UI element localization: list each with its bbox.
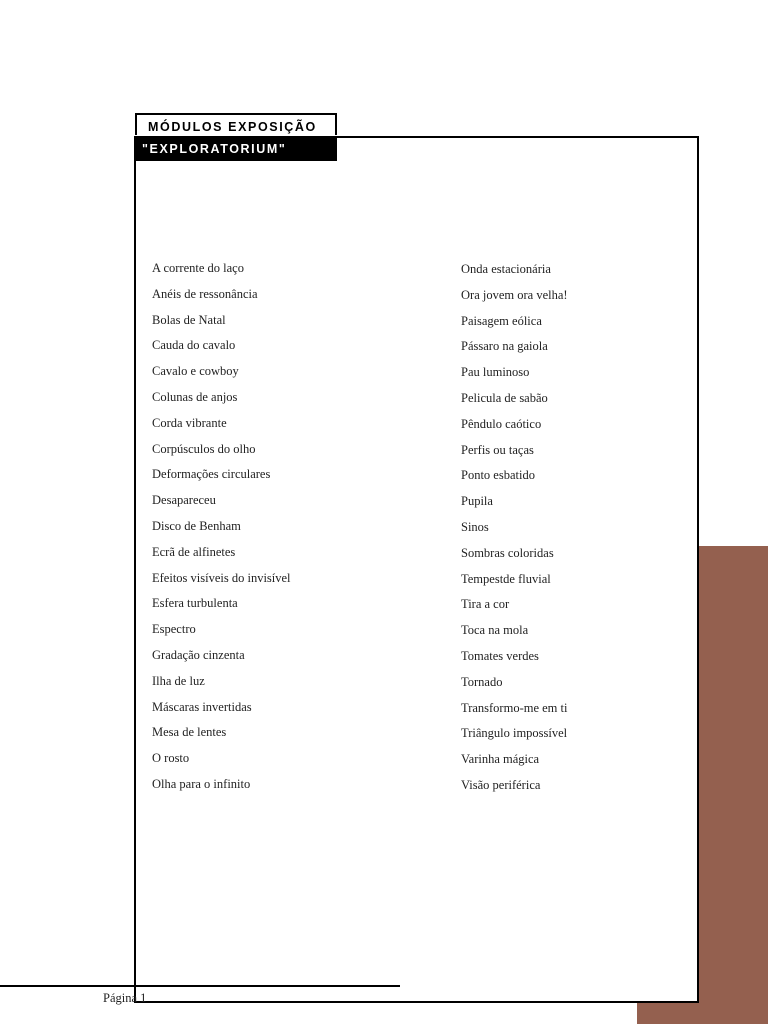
title-line-1: MÓDULOS EXPOSIÇÃO bbox=[135, 113, 337, 135]
list-item: Desapareceu bbox=[152, 493, 216, 508]
list-item: A corrente do laço bbox=[152, 261, 244, 275]
list-item: Pêndulo caótico bbox=[461, 416, 542, 431]
module-list-left bbox=[152, 261, 291, 803]
list-item: Pelicula de sabão bbox=[461, 390, 548, 405]
list-item: Espectro bbox=[152, 622, 196, 637]
list-item: Olha para o infinito bbox=[152, 776, 251, 791]
module-list-right bbox=[461, 262, 568, 804]
list-item: Triângulo impossível bbox=[461, 726, 568, 741]
list-item: Sombras coloridas bbox=[461, 545, 554, 560]
list-item: Efeitos visíveis do invisível bbox=[152, 570, 291, 585]
list-item: Cauda do cavalo bbox=[152, 338, 236, 353]
list-item: Corda vibrante bbox=[152, 415, 227, 430]
list-item: Máscaras invertidas bbox=[152, 699, 252, 714]
list-item: Ilha de luz bbox=[152, 673, 205, 688]
list-item: Tomates verdes bbox=[461, 648, 539, 663]
list-item: Sinos bbox=[461, 519, 489, 534]
list-item: Visão periférica bbox=[461, 777, 541, 792]
list-item: Onda estacionária bbox=[461, 262, 551, 276]
list-item: Paisagem eólica bbox=[461, 313, 542, 328]
list-item: Pau luminoso bbox=[461, 365, 530, 380]
list-item: Mesa de lentes bbox=[152, 725, 227, 740]
list-item: Tornado bbox=[461, 674, 503, 689]
list-item: Pássaro na gaiola bbox=[461, 339, 548, 354]
list-item: Tempestde fluvial bbox=[461, 571, 551, 586]
list-item: Deformações circulares bbox=[152, 467, 271, 482]
list-item: Anéis de ressonância bbox=[152, 286, 258, 301]
title-line-2: "EXPLORATORIUM" bbox=[135, 138, 337, 161]
list-item: Ecrã de alfinetes bbox=[152, 544, 236, 559]
list-item: O rosto bbox=[152, 751, 190, 766]
list-item: Toca na mola bbox=[461, 623, 529, 638]
list-item: Ponto esbatido bbox=[461, 468, 535, 483]
list-item: Corpúsculos do olho bbox=[152, 441, 256, 456]
list-item: Perfis ou taças bbox=[461, 442, 534, 457]
list-item: Esfera turbulenta bbox=[152, 596, 238, 611]
list-item: Bolas de Natal bbox=[152, 312, 226, 327]
list-item: Pupila bbox=[461, 494, 493, 509]
page-number: Página 1 bbox=[103, 991, 147, 1005]
list-item: Colunas de anjos bbox=[152, 389, 238, 404]
list-item: Tira a cor bbox=[461, 597, 510, 612]
list-item: Transformo-me em ti bbox=[461, 700, 568, 715]
list-item: Ora jovem ora velha! bbox=[461, 287, 568, 302]
list-item: Disco de Benham bbox=[152, 518, 241, 533]
list-item: Gradação cinzenta bbox=[152, 647, 245, 662]
list-item: Cavalo e cowboy bbox=[152, 364, 239, 379]
list-item: Varinha mágica bbox=[461, 752, 540, 767]
footer-divider bbox=[0, 985, 400, 987]
